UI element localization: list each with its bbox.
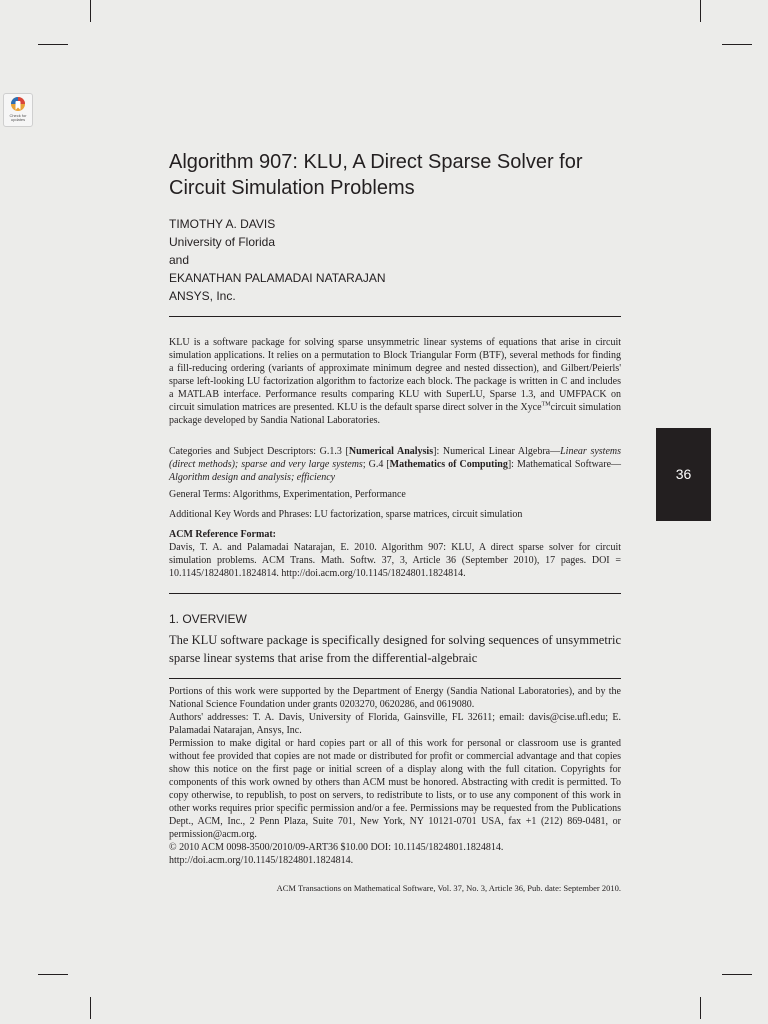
abstract-text-tail: circuit simulation package developed by Sandia National Laboratories.	[169, 402, 621, 426]
categories-text: ]: Mathematical Software—	[507, 459, 622, 470]
categories-text: ; G.4 [	[362, 459, 390, 470]
paper-title: Algorithm 907: KLU, A Direct Sparse Solver for Circuit Simulation Problems	[169, 151, 583, 199]
footnote-rule	[169, 678, 621, 679]
badge-line1: Check for	[9, 113, 27, 118]
trademark-mark: TM	[541, 401, 551, 408]
author-affiliation: University of Florida	[169, 235, 276, 249]
crop-mark	[90, 0, 91, 22]
body-text	[169, 631, 621, 667]
badge-line2: updates	[10, 117, 26, 122]
category-italic: Linear systems (direct methods); sparse and very large systems	[169, 446, 621, 470]
category-bold: Mathematics of Computing	[389, 459, 508, 470]
crop-mark	[38, 974, 68, 975]
reference-text: Davis, T. A. and Palamadai Natarajan, E. 2010. Algorithm 907: KLU, A direct sparse solver for circuit simulation problems. ACM Trans. Math. Softw. 37, 3, Article 36 (September 2010), 17 pages. DOI = 10.1145/1824801.1824814. http://doi.acm.org/10.1145/1824801.1824814.	[169, 542, 621, 579]
crop-mark	[700, 997, 701, 1019]
author-affiliation: ANSYS, Inc.	[169, 289, 236, 303]
general-terms: General Terms: Algorithms, Experimentation, Performance	[169, 489, 406, 500]
author-name: EKANATHAN PALAMADAI NATARAJAN	[169, 271, 386, 285]
check-for-updates-badge[interactable]	[3, 93, 33, 127]
reference-heading: ACM Reference Format:	[169, 529, 276, 540]
page-number-tab: 36	[656, 428, 711, 521]
copyright-line: © 2010 ACM 0098-3500/2010/09-ART36 $10.00 DOI: 10.1145/1824801.1824814.	[169, 842, 504, 853]
acm-reference-format	[169, 528, 621, 580]
crop-mark	[90, 997, 91, 1019]
funding-note: Portions of this work were supported by the Department of Energy (Sandia National Laboratories), and by the National Science Foundation under grants 0203270, 0620286, and 0619080.	[169, 686, 621, 710]
section-heading: 1. OVERVIEW	[169, 612, 247, 626]
doi-url: http://doi.acm.org/10.1145/1824801.1824814.	[169, 855, 354, 866]
crossmark-icon	[10, 96, 26, 114]
author-conjunction: and	[169, 253, 190, 267]
categories-text: ]: Numerical Linear Algebra—	[433, 446, 561, 457]
author-name: TIMOTHY A. DAVIS	[169, 217, 276, 231]
footnote	[169, 685, 621, 867]
abstract-text: KLU is a software package for solving sparse unsymmetric linear systems of equations that arise in circuit simulation applications. It relies on a permutation to Block Triangular Form (BTF), several methods for finding a fill-reducing ordering (variants of approximate minimum degree and nested dissection), and Gilbert/Peierls' sparse left-looking LU factorization algorithm to factorize each block. The package is written in C and includes a MATLAB interface. Performance results comparing KLU with SuperLU, Sparse 1.3, and UMFPACK on circuit simulation matrices are presented. KLU is the default sparse direct solver in the Xyce	[169, 337, 621, 413]
header-rule	[169, 316, 621, 317]
categories-and-subject-descriptors	[169, 445, 621, 484]
body-paragraph: The KLU software package is specifically designed for solving sequences of unsymmetric sparse linear systems that arise from the differential-algebraic	[169, 633, 621, 665]
categories-text: Categories and Subject Descriptors: G.1.3 [	[169, 446, 349, 457]
permission-notice: Permission to make digital or hard copies part or all of this work for personal or classroom use is granted without fee provided that copies are not made or distributed for profit or commercial advantage and that copies show this notice on the first page or initial screen of a display along with the full citation. Copyrights for components of this work owned by others than ACM must be honored. Abstracting with credit is permitted. To copy otherwise, to republish, to post on servers, to redistribute to lists, or to use any component of this work in other works requires prior specific permission and/or a fee. Permissions may be requested from the Publications Dept., ACM, Inc., 2 Penn Plaza, Suite 701, New York, NY 10121-0701 USA, fax +1 (212) 869-0481, or permission@acm.org.	[169, 738, 621, 840]
running-footer: ACM Transactions on Mathematical Software, Vol. 37, No. 3, Article 36, Pub. date: September 2010.	[276, 883, 621, 893]
category-italic: Algorithm design and analysis; efficiency	[169, 472, 336, 483]
abstract	[169, 336, 621, 427]
crop-mark	[722, 44, 752, 45]
keywords: Additional Key Words and Phrases: LU factorization, sparse matrices, circuit simulation	[169, 509, 523, 520]
crop-mark	[38, 44, 68, 45]
authors-addresses: Authors' addresses: T. A. Davis, University of Florida, Gainsville, FL 32611; email: davis@cise.ufl.edu; E. Palamadai Natarajan, Ansys, Inc.	[169, 712, 621, 736]
abstract-rule	[169, 593, 621, 594]
category-bold: Numerical Analysis	[348, 446, 434, 457]
crop-mark	[722, 974, 752, 975]
author-block	[169, 215, 386, 305]
crop-mark	[700, 0, 701, 22]
